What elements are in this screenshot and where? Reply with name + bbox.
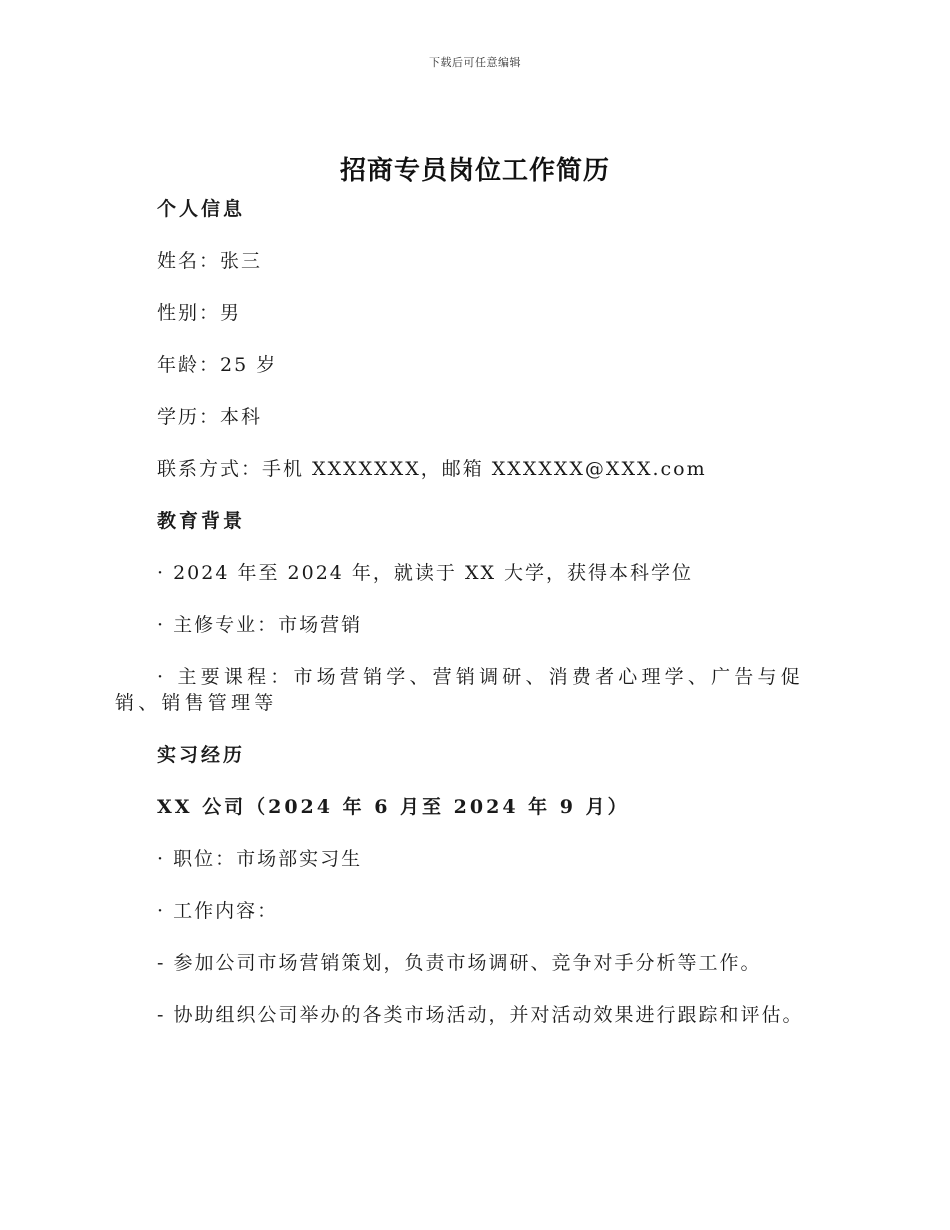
internship-duties-label: · 工作内容： [157, 900, 279, 922]
education-item: · 主修专业：市场营销 [157, 614, 363, 636]
internship-company: XX 公司（2024 年 6 月至 2024 年 9 月） [157, 796, 630, 818]
page-title: 招商专员岗位工作简历 [339, 156, 610, 186]
document-body [115, 196, 825, 1028]
internship-duty: - 参加公司市场营销策划，负责市场调研、竞争对手分析等工作。 [157, 952, 762, 974]
personal-age: 年龄：25 岁 [157, 354, 278, 376]
personal-education: 学历：本科 [157, 406, 263, 428]
personal-name: 姓名：张三 [157, 250, 263, 272]
section-heading-personal: 个人信息 [157, 198, 246, 220]
section-heading-education: 教育背景 [157, 510, 246, 532]
education-item: · 2024 年至 2024 年，就读于 XX 大学，获得本科学位 [157, 562, 694, 584]
personal-contact: 联系方式：手机 XXXXXXX，邮箱 XXXXXX@XXX.com [157, 458, 707, 480]
personal-gender: 性别：男 [157, 302, 242, 324]
header-note: 下载后可任意编辑 [429, 56, 521, 69]
internship-duty: - 协助组织公司举办的各类市场活动，并对活动效果进行跟踪和评估。 [157, 1004, 804, 1026]
section-heading-internship: 实习经历 [157, 744, 246, 766]
education-item: · 主要课程：市场营销学、营销调研、消费者心理学、广告与促销、销售管理等 [115, 666, 804, 714]
internship-position: · 职位：市场部实习生 [157, 848, 363, 870]
